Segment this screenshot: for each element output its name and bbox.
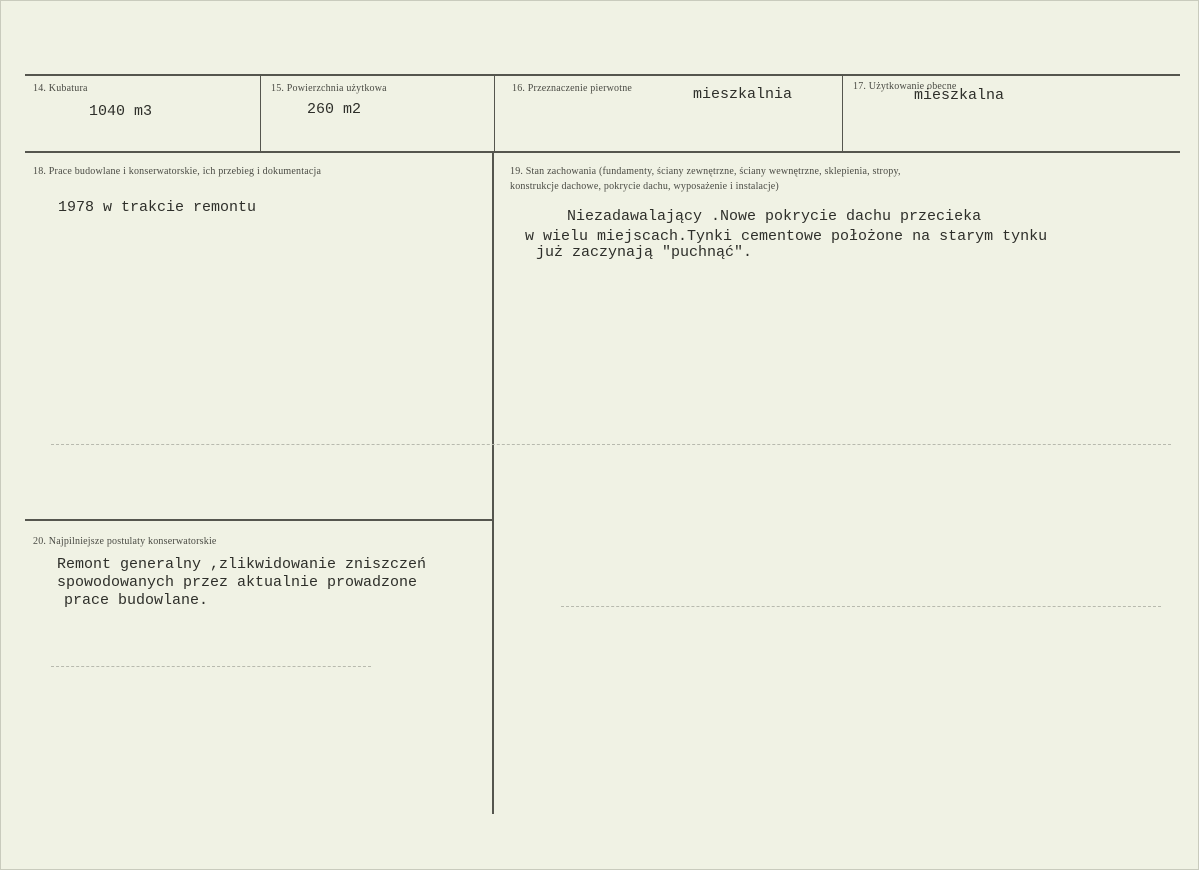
field-14-value: 1040 m3 <box>89 103 153 120</box>
field-18-label: 18. Prace budowlane i konserwatorskie, ich przebieg i dokumentacja <box>33 166 322 177</box>
field-19-text-line1: Niezadawalający .Nowe pokrycie dachu przecieka <box>567 208 982 225</box>
field-16-label: 16. Przeznaczenie pierwotne <box>512 83 633 94</box>
field-15-label: 15. Powierzchnia użytkowa <box>271 83 387 94</box>
guide-line <box>561 606 1161 607</box>
field18-bottom-rule <box>25 519 493 521</box>
divider-16-17 <box>842 75 843 152</box>
field-19-text-line3: już zaczynają "puchnąć". <box>536 244 753 261</box>
guide-line <box>51 444 1171 445</box>
field-17-label: 17. Użytkowanie obecne <box>853 81 957 92</box>
main-column-divider <box>492 152 494 814</box>
field-18-value: 1978 w trakcie remontu <box>58 199 257 216</box>
divider-14-15 <box>260 75 261 152</box>
field-15-value: 260 m2 <box>307 101 362 118</box>
field-19-label-line1: 19. Stan zachowania (fundamenty, ściany zewnętrzne, ściany wewnętrzne, sklepienia, stropy, <box>510 166 901 177</box>
field-20-text-line1: Remont generalny ,zlikwidowanie zniszczeń <box>57 556 427 573</box>
field-20-text-line3: prace budowlane. <box>64 592 209 609</box>
field-19-label-line2: konstrukcje dachowe, pokrycie dachu, wyposażenie i instalacje) <box>510 181 779 192</box>
field-16-value: mieszkalnia <box>693 86 793 103</box>
row1-bottom-rule <box>25 151 1180 153</box>
field-17-value: mieszkalna <box>914 87 1005 104</box>
field-14-label: 14. Kubatura <box>33 83 88 94</box>
field-20-text-line2: spowodowanych przez aktualnie prowadzone <box>57 574 418 591</box>
field-20-label: 20. Najpilniejsze postulaty konserwatorskie <box>33 536 217 547</box>
guide-line <box>51 666 371 667</box>
top-rule <box>25 74 1180 76</box>
field-19-text-line2: w wielu miejscach.Tynki cementowe położone na starym tynku <box>525 228 1048 245</box>
divider-15-16 <box>494 75 495 152</box>
